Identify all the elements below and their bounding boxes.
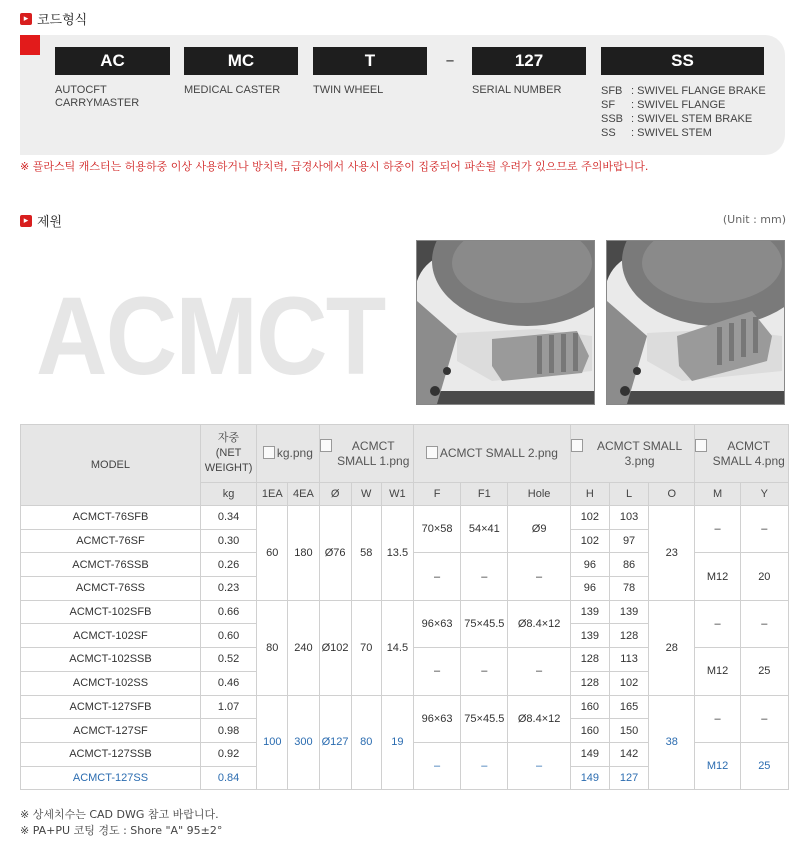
code-desc-ac: AUTOCFT CARRYMASTER (55, 84, 140, 109)
table-cell: 80 (257, 600, 288, 695)
col-header-f1: F1 (461, 483, 508, 506)
col-header-o: O (649, 483, 695, 506)
table-cell: 75×45.5 (461, 600, 508, 647)
table-cell: 102 (609, 671, 648, 695)
table-cell: 0.98 (200, 719, 256, 743)
table-cell: 149 (570, 742, 609, 766)
table-cell: 78 (609, 577, 648, 601)
table-cell: M12 (695, 553, 740, 600)
table-cell: 75×45.5 (461, 695, 508, 742)
table-row (21, 506, 789, 530)
table-cell: 128 (570, 648, 609, 672)
table-cell: ACMCT-127SS (21, 766, 201, 790)
unit-label: (Unit : mm) (722, 213, 786, 226)
table-cell: 0.60 (200, 624, 256, 648)
col-header-model: MODEL (21, 425, 201, 506)
table-cell: 13.5 (381, 506, 413, 601)
table-cell: 165 (609, 695, 648, 719)
mount-type-item: SFB : SWIVEL FLANGE BRAKE (601, 85, 766, 97)
table-cell: 139 (609, 600, 648, 624)
table-cell: – (695, 695, 740, 742)
col-header-f: F (413, 483, 460, 506)
table-cell: 160 (570, 695, 609, 719)
table-cell: ACMCT-76SS (21, 577, 201, 601)
table-cell: ACMCT-102SFB (21, 600, 201, 624)
col-header-y: Y (740, 483, 788, 506)
footnote-hardness: ※ PA+PU 코팅 경도 : Shore "A" 95±2° (20, 824, 223, 837)
code-box-serial: 127 (472, 47, 586, 75)
table-cell: – (695, 600, 740, 647)
table-cell: 28 (649, 600, 695, 695)
red-accent-square (20, 35, 40, 55)
table-cell: 0.52 (200, 648, 256, 672)
table-cell: 102 (570, 529, 609, 553)
table-cell: 25 (740, 742, 788, 789)
table-cell: 300 (288, 695, 319, 790)
table-cell: 142 (609, 742, 648, 766)
table-cell: M12 (695, 648, 740, 695)
code-format-heading (20, 9, 87, 28)
table-cell: 113 (609, 648, 648, 672)
code-desc-serial: SERIAL NUMBER (472, 84, 562, 96)
code-desc-t: TWIN WHEEL (313, 84, 384, 96)
table-cell: 160 (570, 719, 609, 743)
code-separator: – (445, 50, 455, 71)
table-cell: ACMCT-76SF (21, 529, 201, 553)
col-header-4ea: 4EA (288, 483, 319, 506)
table-cell: ACMCT-102SSB (21, 648, 201, 672)
table-cell: 180 (288, 506, 319, 601)
table-cell: 240 (288, 600, 319, 695)
broken-image-icon (571, 439, 583, 452)
table-cell: 23 (649, 506, 695, 601)
table-cell: – (508, 553, 570, 600)
table-cell: 96 (570, 577, 609, 601)
table-cell: ACMCT-76SSB (21, 553, 201, 577)
table-cell: 97 (609, 529, 648, 553)
table-cell: Ø9 (508, 506, 570, 553)
table-cell: 60 (257, 506, 288, 601)
table-cell: Ø102 (319, 600, 351, 695)
code-box-ac: AC (55, 47, 170, 75)
broken-image-icon (426, 446, 438, 459)
table-cell: Ø8.4×12 (508, 695, 570, 742)
col-header-h: H (570, 483, 609, 506)
spec-title: 제원 (37, 215, 63, 230)
table-cell: 86 (609, 553, 648, 577)
table-row (21, 600, 789, 624)
table-cell: 58 (351, 506, 381, 601)
code-box-mc: MC (184, 47, 298, 75)
table-cell: Ø8.4×12 (508, 600, 570, 647)
img-placeholder-small3: ACMCT SMALL 3.png (570, 425, 695, 483)
table-cell: ACMCT-76SFB (21, 506, 201, 530)
table-cell: ACMCT-102SF (21, 624, 201, 648)
table-cell: 1.07 (200, 695, 256, 719)
table-cell: 139 (570, 624, 609, 648)
table-cell: 0.92 (200, 742, 256, 766)
table-cell: M12 (695, 742, 740, 789)
table-cell: 100 (257, 695, 288, 790)
table-cell: 38 (649, 695, 695, 790)
footnote-cad: ※ 상세치수는 CAD DWG 참고 바랍니다. (20, 808, 219, 821)
col-header-w: W (351, 483, 381, 506)
table-cell: – (508, 742, 570, 789)
code-box-ss: SS (601, 47, 764, 75)
img-placeholder-small2: ACMCT SMALL 2.png (413, 425, 570, 483)
table-cell: 14.5 (381, 600, 413, 695)
table-cell: – (508, 648, 570, 695)
col-header-1ea: 1EA (257, 483, 288, 506)
col-header-weight: 자중 (NET WEIGHT) (200, 425, 256, 483)
caster-photo-locked (606, 240, 785, 405)
img-placeholder-small4: ACMCT SMALL 4.png (695, 425, 789, 483)
code-desc-mc: MEDICAL CASTER (184, 84, 281, 96)
table-cell: – (461, 742, 508, 789)
col-header-m: M (695, 483, 740, 506)
table-cell: 96×63 (413, 600, 460, 647)
table-cell: 0.26 (200, 553, 256, 577)
table-cell: ACMCT-127SF (21, 719, 201, 743)
col-header-kg: kg (200, 483, 256, 506)
table-cell: 80 (351, 695, 381, 790)
table-cell: 128 (609, 624, 648, 648)
table-cell: – (740, 695, 788, 742)
table-cell: 70×58 (413, 506, 460, 553)
table-cell: 19 (381, 695, 413, 790)
broken-image-icon (320, 439, 332, 452)
table-cell: 20 (740, 553, 788, 600)
table-cell: 150 (609, 719, 648, 743)
img-placeholder-kg: kg.png (257, 425, 319, 483)
mount-type-item: SF : SWIVEL FLANGE (601, 99, 726, 111)
table-cell: – (740, 506, 788, 553)
table-cell: – (413, 553, 460, 600)
col-header-hole: Hole (508, 483, 570, 506)
table-cell: – (413, 648, 460, 695)
col-header-l: L (609, 483, 648, 506)
table-cell: 103 (609, 506, 648, 530)
code-format-title: 코드형식 (37, 13, 88, 28)
broken-image-icon (695, 439, 707, 452)
table-cell: 127 (609, 766, 648, 790)
table-cell: 0.30 (200, 529, 256, 553)
table-cell: 96 (570, 553, 609, 577)
table-cell: Ø127 (319, 695, 351, 790)
table-cell: Ø76 (319, 506, 351, 601)
table-cell: – (461, 648, 508, 695)
table-cell: 0.66 (200, 600, 256, 624)
mount-type-list (601, 84, 766, 140)
table-cell: – (461, 553, 508, 600)
broken-image-icon (263, 446, 275, 459)
mount-type-item: SS : SWIVEL STEM (601, 127, 712, 139)
table-cell: 96×63 (413, 695, 460, 742)
table-cell: 0.46 (200, 671, 256, 695)
table-cell: – (413, 742, 460, 789)
img-placeholder-small1: ACMCT SMALL 1.png (319, 425, 413, 483)
caster-photo-unlocked (416, 240, 595, 405)
mount-type-item: SSB : SWIVEL STEM BRAKE (601, 113, 753, 125)
table-cell: 102 (570, 506, 609, 530)
table-cell: 0.84 (200, 766, 256, 790)
table-cell: 54×41 (461, 506, 508, 553)
col-header-w1: W1 (381, 483, 413, 506)
table-cell: ACMCT-127SFB (21, 695, 201, 719)
table-cell: 70 (351, 600, 381, 695)
caution-notice: ※ 플라스틱 캐스터는 허용하중 이상 사용하거나 방치력, 급경사에서 사용시 하중이 집중되어 파손될 우려가 있으므로 주의바랍니다. (20, 160, 649, 173)
spec-heading (20, 211, 62, 230)
table-cell: 0.34 (200, 506, 256, 530)
product-series-name: ACMCT (36, 275, 385, 398)
table-cell: – (740, 600, 788, 647)
table-cell: – (695, 506, 740, 553)
table-cell: 149 (570, 766, 609, 790)
table-cell: ACMCT-127SSB (21, 742, 201, 766)
code-box-t: T (313, 47, 427, 75)
arrow-bullet-icon: ▸ (20, 215, 32, 227)
col-header-dia: Ø (319, 483, 351, 506)
table-cell: 139 (570, 600, 609, 624)
arrow-bullet-icon: ▸ (20, 13, 32, 25)
table-cell: 128 (570, 671, 609, 695)
spec-table (20, 424, 789, 790)
table-cell: ACMCT-102SS (21, 671, 201, 695)
table-cell: 25 (740, 648, 788, 695)
table-row (21, 695, 789, 719)
table-cell: 0.23 (200, 577, 256, 601)
